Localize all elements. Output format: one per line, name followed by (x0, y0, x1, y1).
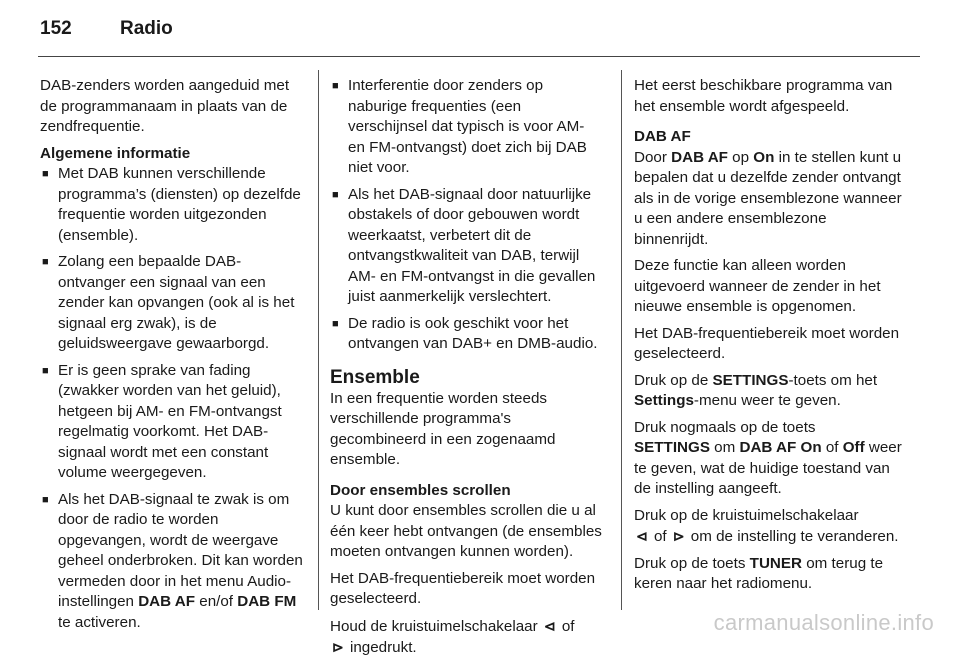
text-run: Druk op de toets (634, 554, 750, 572)
intro-paragraph: DAB-zenders worden aangeduid met de programmanaam in plaats van de zendfrequentie. (40, 77, 290, 135)
rocker-right-icon: ⊳ (672, 528, 685, 544)
rocker-left-icon: ⊲ (636, 528, 648, 544)
band-paragraph: Het DAB-frequentiebereik moet worden geselecteerd. (330, 569, 596, 607)
rocker-left-icon: ⊲ (543, 617, 556, 634)
text-run: Als het DAB-signaal te zwak is om door de radio te worden opgevangen, wordt de weergave geheel onderbroken. Dit kan worden vermeden door in het menu Audio-instellingen (58, 490, 303, 610)
text-run: -toets om het (788, 371, 878, 389)
text-run: om terug te keren naar het radiomenu. (634, 554, 884, 592)
column-1 (40, 76, 306, 639)
text-run: of (557, 617, 575, 635)
text-run: om de instelling te veranderen. (686, 528, 899, 545)
dab-af-key: DAB AF (138, 593, 196, 610)
settings-key: SETTINGS (712, 371, 789, 389)
band-paragraph: Het DAB-frequentiebereik moet worden geselecteerd. (634, 324, 900, 362)
settings-paragraph (634, 371, 904, 412)
general-info-heading: Algemene informatie (40, 144, 191, 162)
text-run: Druk op de (634, 371, 713, 389)
text-run: of (821, 439, 843, 456)
ensemble-paragraph: In een frequentie worden steeds verschillende programma's gecombineerd in een zogenaamd ensemble. (330, 389, 556, 468)
list-item (40, 490, 306, 634)
ensemble-heading: Ensemble (330, 366, 420, 388)
text-run: in te stellen kunt u bepalen dat u dezelfde zender ontvangt als in de vorige ensemblezone wanneer u een andere ensemblezone binnenrijdt. (634, 148, 902, 248)
list-item: ■ Er is geen sprake van fading (zwakker worden van het geluid), hetgeen bij AM- en FM-ontvangst regelmatig voorkomt. Het DAB-signaal wordt met een constant volume weergegeven. (40, 361, 306, 484)
text-run: en/of (195, 593, 238, 610)
dab-af-key: DAB AF (671, 148, 728, 166)
settings-menu-label: Settings (634, 392, 694, 409)
list-item: ■ Met DAB kunnen verschillende programma’s (diensten) op dezelfde frequentie worden uitgezonden (ensemble). (40, 164, 306, 246)
dab-af-heading: DAB AF (634, 128, 691, 145)
list-item: ■ Zolang een bepaalde DAB-ontvanger een signaal van een zender kan opvangen (ook al is het signaal erg zwak), is de geluidsweergave gewaarborgd. (40, 252, 306, 355)
settings-key: SETTINGS (634, 439, 710, 456)
settings-again-paragraph (634, 418, 904, 500)
text-run: Houd de kruistuimelschakelaar (330, 617, 542, 635)
general-info-list (40, 164, 306, 633)
off-label: Off (842, 439, 865, 456)
text-run: te activeren. (58, 613, 141, 631)
rocker-right-icon: ⊳ (332, 639, 344, 655)
text-run: of (649, 528, 671, 545)
text-run: Druk nogmaals op de toets (634, 418, 816, 436)
watermark: carmanualsonline.info (713, 610, 934, 635)
text-run: Door (634, 148, 672, 166)
tuner-paragraph (634, 554, 904, 595)
text-run: Druk op de kruistuimelschakelaar (634, 506, 859, 524)
on-key: On (753, 148, 775, 166)
dab-af-on-label: DAB AF On (739, 439, 822, 456)
list-item: ■ De radio is ook geschikt voor het ontvangen van DAB+ en DMB-audio. (330, 314, 604, 355)
text-run: weer te geven, wat de huidige toestand van de instelling aangeeft. (634, 439, 902, 497)
column-divider-1 (318, 70, 319, 610)
dab-fm-key: DAB FM (237, 593, 297, 610)
scroll-ensembles-heading: Door ensembles scrollen (330, 481, 511, 499)
page-header (40, 18, 173, 48)
scroll-paragraph: U kunt door ensembles scrollen die u al één keer hebt ontvangen (de ensembles moeten ontvangen kunnen worden). (330, 502, 602, 560)
header-rule (38, 56, 920, 57)
text-run: om (709, 439, 740, 456)
hold-rocker-paragraph (330, 616, 604, 659)
column-2 (330, 76, 604, 665)
column-divider-2 (621, 70, 622, 610)
text-run: op (727, 148, 754, 166)
list-item: ■ Interferentie door zenders op naburige frequenties (een verschijnsel dat typisch is voor AM- en FM-ontvangst) doet zich bij DAB niet voor. (330, 76, 604, 179)
text-run: -menu weer te geven. (693, 392, 841, 409)
tuner-key: TUNER (749, 554, 802, 572)
dab-af-paragraph (634, 148, 904, 251)
text-run: ingedrukt. (345, 639, 417, 656)
column-3 (634, 76, 904, 601)
rocker-paragraph (634, 506, 904, 548)
first-program-paragraph: Het eerst beschikbare programma van het ensemble wordt afgespeeld. (634, 77, 893, 115)
page-number: 152 (40, 18, 72, 39)
list-item: ■ Als het DAB-signaal door natuurlijke obstakels of door gebouwen wordt weerkaatst, verbetert dit de ontvangstkwaliteit van DAB, terwijl AM- en FM-ontvangst in die gevallen juist aanmerkelijk verslechtert. (330, 185, 604, 308)
general-info-list-continued (330, 76, 604, 355)
function-paragraph: Deze functie kan alleen worden uitgevoerd wanneer de zender in het nieuwe ensemble is opgenomen. (634, 257, 881, 315)
chapter-title: Radio (120, 18, 173, 39)
